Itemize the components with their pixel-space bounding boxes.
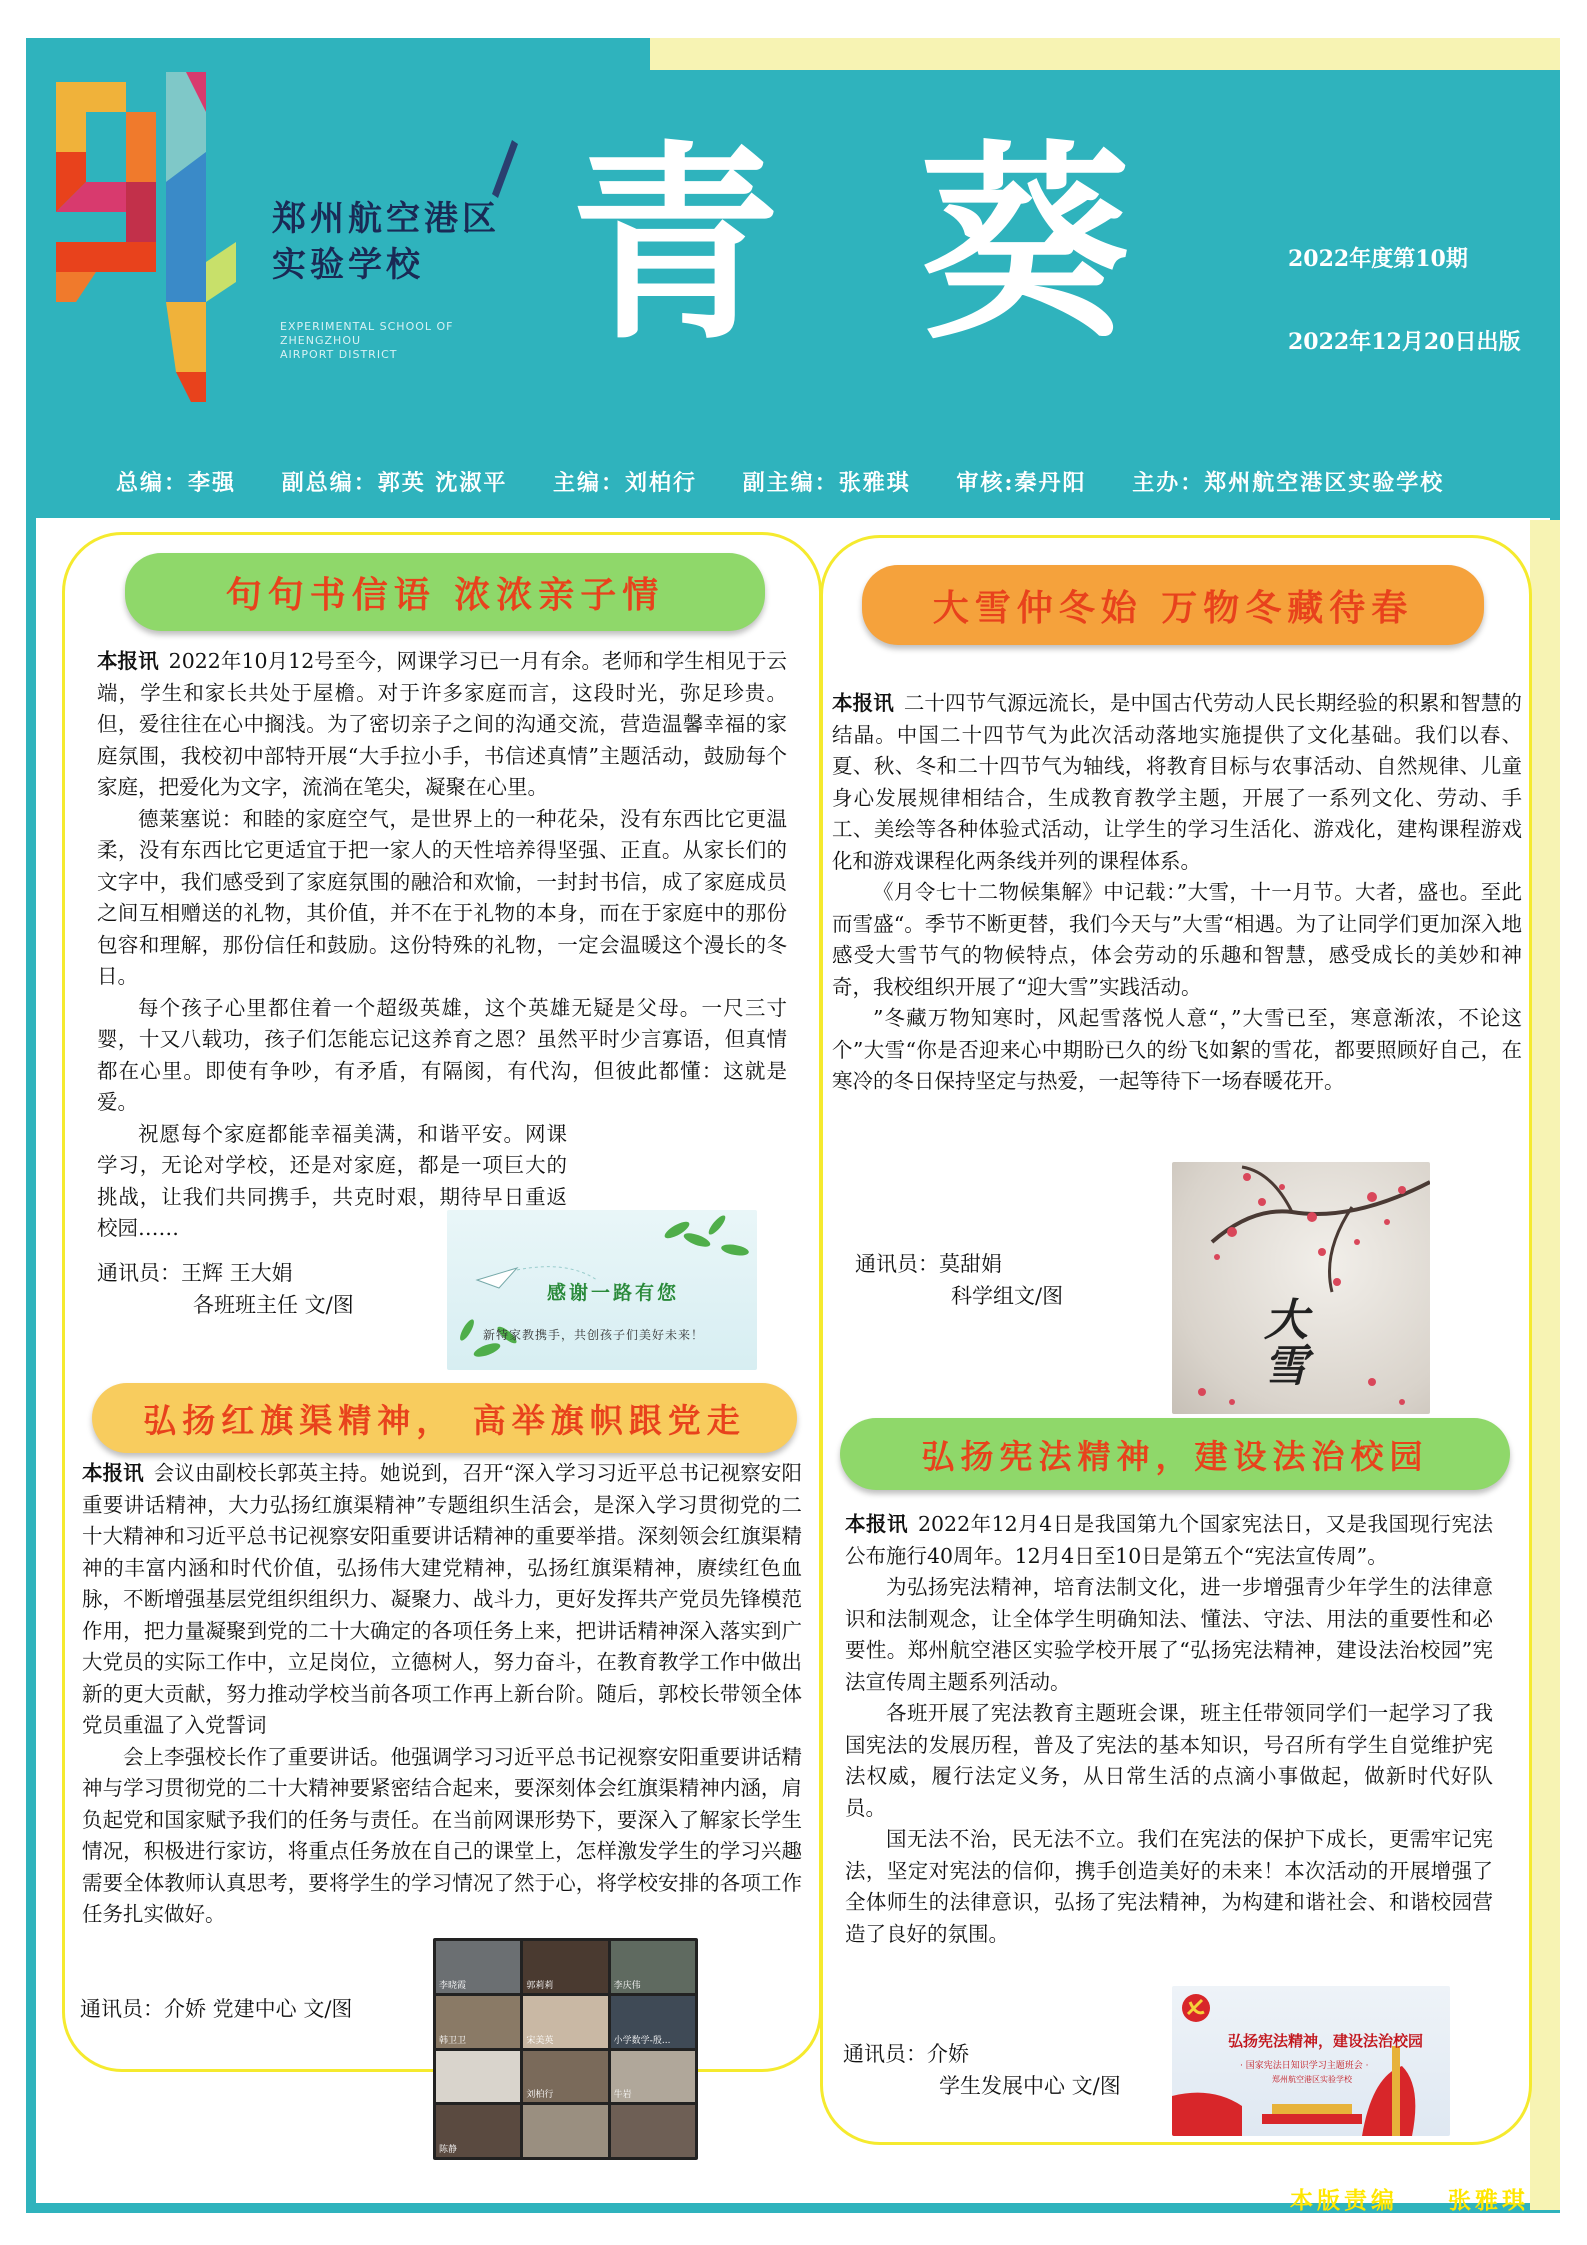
staff-reviewer: 审核:秦丹阳 [956, 470, 1087, 496]
school-name-en [280, 320, 530, 362]
redflag-byline: 通讯员：介娇 党建中心 文/图 [80, 1997, 353, 2021]
constitution-article-body [845, 1509, 1493, 1950]
video-tile-name: 宋美英 [526, 2035, 554, 2046]
snow-photo [1172, 1162, 1430, 1414]
school-logo-icon [56, 72, 256, 462]
family-article-title: 句句书信语 浓浓亲子情 [125, 553, 765, 631]
video-tile [523, 1941, 607, 1993]
video-tile [523, 1996, 607, 2048]
footer-label: 本版责编 [1290, 2188, 1398, 2214]
video-tile [436, 1996, 520, 2048]
constitution-photo-sub1: · 国家宪法日知识学习主题班会 · [1240, 2061, 1369, 2071]
staff-editor: 主编：刘柏行 [553, 470, 698, 496]
video-tile-name: 韩卫卫 [439, 2035, 467, 2046]
redflag-article-lead: 本报讯 [82, 1461, 144, 1485]
constitution-photo-title: 弘扬宪法精神，建设法治校园 [1228, 2032, 1424, 2050]
snow-paragraph-3: ”冬藏万物知寒时，风起雪落悦人意“，”大雪已至，寒意渐浓，不论这个”大雪“你是否迎来心中期盼已久的纷飞如絮的雪花，都要照顾好自己，在寒冷的冬日保持坚定与热爱，一起等待下一场春暖花开。 [832, 1006, 1522, 1093]
constitution-photo-sub2: 郑州航空港区实验学校 [1272, 2075, 1352, 2084]
footer-editor-name: 张雅琪 [1448, 2188, 1529, 2214]
video-tile [611, 2051, 695, 2103]
school-name-cn-line2: 实验学校 [272, 245, 424, 285]
constitution-article-lead: 本报讯 [845, 1512, 908, 1536]
family-photo-subcaption: 新特家教携手，共创孩子们美好未来！ [483, 1328, 705, 1342]
family-paragraph-2: 德莱塞说：和睦的家庭空气，是世界上的一种花朵，没有东西比它更温柔，没有东西比它更适宜于把一家人的天性培养得坚强、正直。从家长们的文字中，我们感受到了家庭氛围的融洽和欢愉，一封封书信，成了家庭成员之间互相赠送的礼物，其价值，并不在于礼物的本身，而在于家庭中的那份包容和理解，那份信任和鼓励。这份特殊的礼物，一定会温暖这个漫长的冬日。 [97, 806, 787, 988]
snow-byline-reporter: 通讯员：莫甜娟 [855, 1252, 1002, 1276]
school-name-en-line3: AIRPORT DISTRICT [280, 348, 398, 361]
constitution-photo [1172, 1986, 1450, 2136]
video-tile [436, 2051, 520, 2103]
family-byline-credit: 各班班主任 文/图 [193, 1293, 354, 1317]
video-tile-name: 陈静 [439, 2145, 458, 2155]
snow-paragraph-2: 《月令七十二物候集解》中记载：”大雪，十一月节。大者，盛也。至此而雪盛“。季节不断更替，我们今天与”大雪“相遇。为了让同学们更加深入地感受大雪节气的物候特点，体会劳动的乐趣和智慧，感受成长的美妙和神奇，我校组织开展了“迎大雪”实践活动。 [832, 880, 1522, 999]
constitution-paragraph-3: 各班开展了宪法教育主题班会课，班主任带领同学们一起学习了我国宪法的发展历程，普及了宪法的基本知识，号召所有学生自觉维护宪法权威，履行法定义务，从日常生活的点滴小事做起，做新时代好队员。 [845, 1701, 1493, 1820]
school-name-cn-line1: 郑州航空港区 [272, 199, 500, 239]
logo-accent-icon [492, 140, 518, 198]
school-name-en-line2: ZHENGZHOU [280, 334, 362, 347]
video-tile [436, 2105, 520, 2157]
constitution-byline-credit: 学生发展中心 文/图 [939, 2074, 1121, 2098]
staff-host: 主办：郑州航空港区实验学校 [1132, 470, 1445, 496]
right-yellow-strip [1530, 520, 1560, 2210]
family-photo [447, 1210, 757, 1370]
school-name-en-line1: EXPERIMENTAL SCHOOL OF [280, 320, 454, 333]
publication-date: 2022年12月20日出版 [1288, 329, 1521, 355]
school-name-cn [272, 196, 532, 288]
video-tile-name: 李庆伟 [613, 1980, 641, 1991]
family-byline-reporters: 通讯员：王辉 王大娟 [97, 1261, 293, 1285]
snow-byline-credit: 科学组文/图 [951, 1284, 1064, 1308]
top-yellow-strip [650, 38, 1560, 70]
constitution-paragraph-1: 2022年12月4日是我国第九个国家宪法日，又是我国现行宪法公布施行40周年。12月4日至10日是第五个“宪法宣传周”。 [845, 1512, 1493, 1568]
redflag-paragraph-2: 会上李强校长作了重要讲话。他强调学习习近平总书记视察安阳重要讲话精神与学习贯彻党的二十大精神要紧密结合起来，要深刻体会红旗渠精神内涵，肩负起党和国家赋予我们的任务与责任。在当前网课形势下，要深入了解家长学生情况，积极进行家访，将重点任务放在自己的课堂上，怎样激发学生的学习兴趣需要全体教师认真思考，要将学生的学习情况了然于心，将学校安排的各项工作任务扎实做好。 [82, 1744, 802, 1926]
video-tile-name: 小学数学-殷... [613, 2035, 671, 2046]
constitution-paragraph-2: 为弘扬宪法精神，培育法制文化，进一步增强青少年学生的法律意识和法制观念，让全体学生明确知法、懂法、守法、用法的重要性和必要性。郑州航空港区实验学校开展了“弘扬宪法精神，建设法治校园”宪法宣传周主题系列活动。 [845, 1575, 1493, 1694]
video-meeting-screenshot [433, 1938, 698, 2160]
video-tile [611, 1941, 695, 1993]
family-article-lead: 本报讯 [97, 649, 159, 673]
snow-article-body [832, 688, 1522, 1098]
video-tile [611, 2105, 695, 2157]
family-byline [97, 1257, 354, 1321]
issue-number: 2022年度第10期 [1288, 246, 1468, 272]
family-paragraph-4: 祝愿每个家庭都能幸福美满，和谐平安。网课学习，无论对学校，还是对家庭，都是一项巨大的挑战，让我们共同携手，共克时艰，期待早日重返校园…… [97, 1121, 567, 1240]
constitution-paragraph-4: 国无法不治，民无法不立。我们在宪法的保护下成长，更需牢记宪法，坚定对宪法的信仰，携手创造美好的未来！本次活动的开展增强了全体师生的法律意识，弘扬了宪法精神，为构建和谐社会、和谐校园营造了良好的氛围。 [845, 1827, 1493, 1946]
redflag-paragraph-1: 会议由副校长郭英主持。她说到，召开“深入学习习近平总书记视察安阳重要讲话精神，大力弘扬红旗渠精神”专题组织生活会，是深入学习贯彻党的二十大精神和习近平总书记视察安阳重要讲话精神的重要举措。深刻领会红旗渠精神的丰富内涵和时代价值，弘扬伟大建党精神，弘扬红旗渠精神，赓续红色血脉，不断增强基层党组织组织力、凝聚力、战斗力，更好发挥共产党员先锋模范作用，把力量凝聚到党的二十大确定的各项任务上来，把讲话精神深入落实到广大党员的实际工作中，立足岗位，立德树人，努力奋斗，在教育教学工作中做出新的更大贡献，努力推动学校当前各项工作再上新台阶。随后，郭校长带领全体党员重温了入党誓词 [82, 1461, 803, 1737]
video-tile [523, 2105, 607, 2157]
family-paragraph-3: 每个孩子心里都住着一个超级英雄，这个英雄无疑是父母。一尺三寸婴，十又八载功，孩子们怎能忘记这养育之恩？虽然平时少言寡语，但真情都在心里。即使有争吵，有矛盾，有隔阂，有代沟，但彼此都懂：这就是爱。 [97, 995, 787, 1114]
staff-deputy-editor: 副主编：张雅琪 [742, 470, 911, 496]
footer-editor-credit [1290, 2182, 1529, 2215]
snow-paragraph-1: 二十四节气源远流长，是中国古代劳动人民长期经验的积累和智慧的结晶。中国二十四节气为此次活动落地实施提供了文化基础。我们以春、夏、秋、冬和二十四节气为轴线，将教育目标与农事活动、自然规律、儿童身心发展规律相结合，生成教育教学主题，开展了一系列文化、劳动、手工、美绘等各种体验式活动，让学生的学习生活化、游戏化，建构课程游戏化和游戏课程化两条线并列的课程体系。 [832, 691, 1522, 873]
video-tile-name: 郭莉莉 [526, 1980, 554, 1991]
redflag-article-body [82, 1458, 802, 1931]
video-tile-name: 刘柏行 [526, 2090, 554, 2101]
newspaper-title: 青葵 [570, 121, 1271, 368]
family-photo-caption: 感谢一路有您 [547, 1282, 680, 1304]
snow-photo-text: 大雪 [1264, 1295, 1308, 1392]
staff-chief-editor: 总编：李强 [116, 470, 237, 496]
constitution-byline [843, 2038, 1121, 2102]
constitution-article-title: 弘扬宪法精神，建设法治校园 [840, 1418, 1510, 1490]
video-tile-name: 牛岩 [613, 2090, 632, 2101]
family-article-body [97, 646, 787, 1245]
video-tile [436, 1941, 520, 1993]
constitution-byline-reporter: 通讯员：介娇 [843, 2042, 969, 2066]
snow-article-title: 大雪仲冬始 万物冬藏待春 [862, 565, 1484, 645]
family-paragraph-1: 2022年10月12号至今，网课学习已一月有余。老师和学生相见于云端，学生和家长共处于屋檐。对于许多家庭而言，这段时光，弥足珍贵。但，爱往往在心中搁浅。为了密切亲子之间的沟通交流，营造温馨幸福的家庭氛围，我校初中部特开展“大手拉小手，书信述真情”主题活动，鼓励每个家庭，把爱化为文字，流淌在笔尖，凝聚在心里。 [97, 649, 788, 799]
video-tile [523, 2051, 607, 2103]
video-tile [611, 1996, 695, 2048]
snow-article-lead: 本报讯 [832, 691, 894, 715]
redflag-article-title: 弘扬红旗渠精神， 高举旗帜跟党走 [92, 1383, 797, 1453]
video-tile-name: 李晓霞 [439, 1980, 467, 1991]
staff-credits [116, 466, 1516, 497]
snow-byline [855, 1248, 1063, 1312]
staff-deputy-chief-editor: 副总编：郭英 沈淑平 [281, 470, 508, 496]
